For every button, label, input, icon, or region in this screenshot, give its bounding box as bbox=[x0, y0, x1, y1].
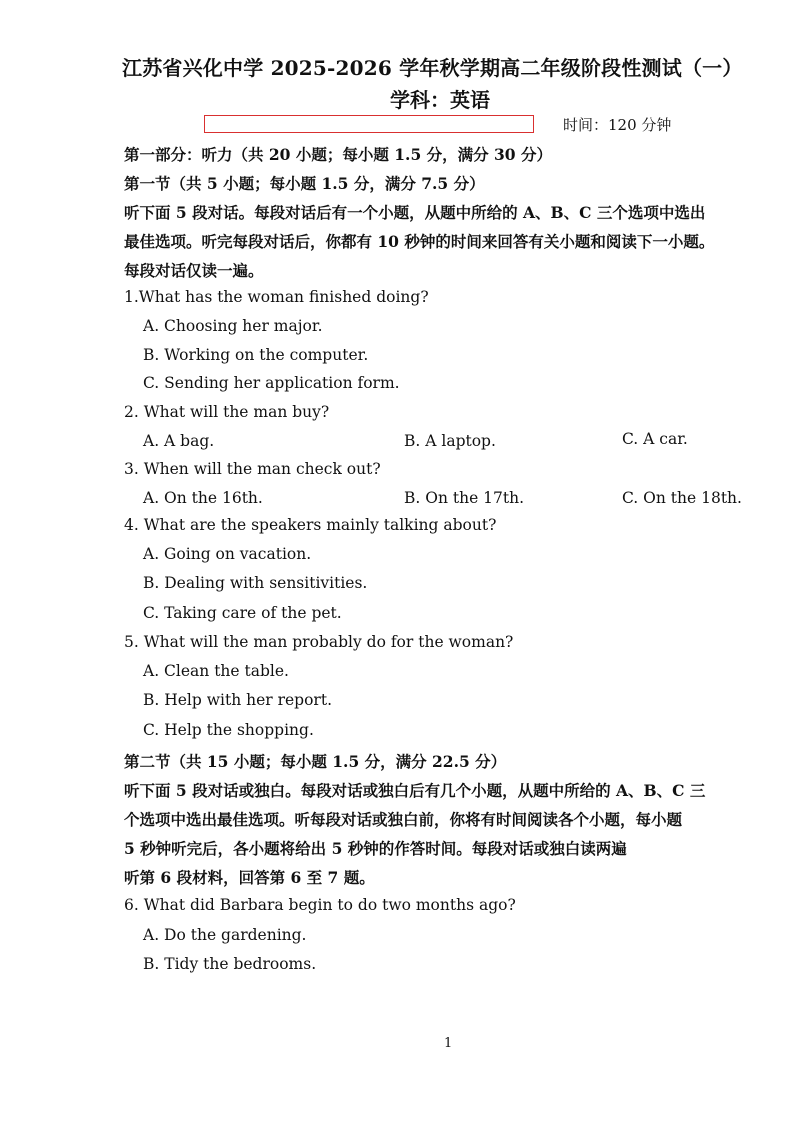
option-text: C. Help the shopping. bbox=[143, 721, 314, 739]
option-text: A. Going on vacation. bbox=[143, 545, 312, 563]
page-number: 1 bbox=[444, 1036, 453, 1051]
option-text: C. Sending her application form. bbox=[143, 374, 400, 392]
exam-time: 时间：120 分钟 bbox=[563, 116, 672, 134]
option-text: A. Choosing her major. bbox=[143, 317, 323, 335]
option-text: B. Help with her report. bbox=[143, 691, 332, 709]
option-text: B. A laptop. bbox=[404, 432, 496, 450]
option-text: A. A bag. bbox=[143, 432, 215, 450]
section1-instruction-line: 听下面 5 段对话。每段对话后有一个小题，从题中所给的 A、B、C 三个选项中选出 bbox=[124, 203, 706, 222]
section1-instruction-line: 最佳选项。听完每段对话后，你都有 10 秒钟的时间来回答有关小题和阅读下一小题。 bbox=[124, 232, 715, 251]
section2-heading: 第二节（共 15 小题；每小题 1.5 分，满分 22.5 分） bbox=[124, 752, 507, 771]
question-text: 1.What has the woman finished doing? bbox=[124, 288, 429, 306]
option-text: B. Dealing with sensitivities. bbox=[143, 574, 368, 592]
exam-title: 江苏省兴化中学 2025-2026 学年秋学期高二年级阶段性测试（一） bbox=[122, 56, 743, 80]
question-text: 4. What are the speakers mainly talking about? bbox=[124, 516, 497, 534]
option-text: B. On the 17th. bbox=[404, 489, 525, 507]
option-text: B. Tidy the bedrooms. bbox=[143, 955, 317, 973]
option-text: A. Do the gardening. bbox=[143, 926, 307, 944]
section2-instruction-line: 听下面 5 段对话或独白。每段对话或独白后有几个小题，从题中所给的 A、B、C 三 bbox=[124, 781, 706, 800]
part1-heading: 第一部分：听力（共 20 小题；每小题 1.5 分，满分 30 分） bbox=[124, 145, 552, 164]
section1-instruction-line: 每段对话仅读一遍。 bbox=[124, 261, 264, 280]
section2-instruction-line: 5 秒钟听完后，各小题将给出 5 秒钟的作答时间。每段对话或独白读两遍 bbox=[124, 839, 627, 858]
option-text: A. On the 16th. bbox=[143, 489, 263, 507]
subject-label: 学科：英语 bbox=[390, 88, 490, 112]
name-field-box bbox=[204, 115, 534, 133]
option-text: B. Working on the computer. bbox=[143, 346, 369, 364]
section1-heading: 第一节（共 5 小题；每小题 1.5 分，满分 7.5 分） bbox=[124, 174, 485, 193]
question-text: 5. What will the man probably do for the woman? bbox=[124, 633, 514, 651]
question-text: 2. What will the man buy? bbox=[124, 403, 330, 421]
material-instruction: 听第 6 段材料，回答第 6 至 7 题。 bbox=[124, 868, 375, 887]
option-text: A. Clean the table. bbox=[143, 662, 289, 680]
section2-instruction-line: 个选项中选出最佳选项。听每段对话或独白前，你将有时间阅读各个小题，每小题 bbox=[124, 810, 683, 829]
question-text: 3. When will the man check out? bbox=[124, 460, 381, 478]
question-text: 6. What did Barbara begin to do two months ago? bbox=[124, 896, 516, 914]
option-text: C. A car. bbox=[622, 430, 688, 448]
option-text: C. On the 18th. bbox=[622, 489, 742, 507]
option-text: C. Taking care of the pet. bbox=[143, 604, 342, 622]
